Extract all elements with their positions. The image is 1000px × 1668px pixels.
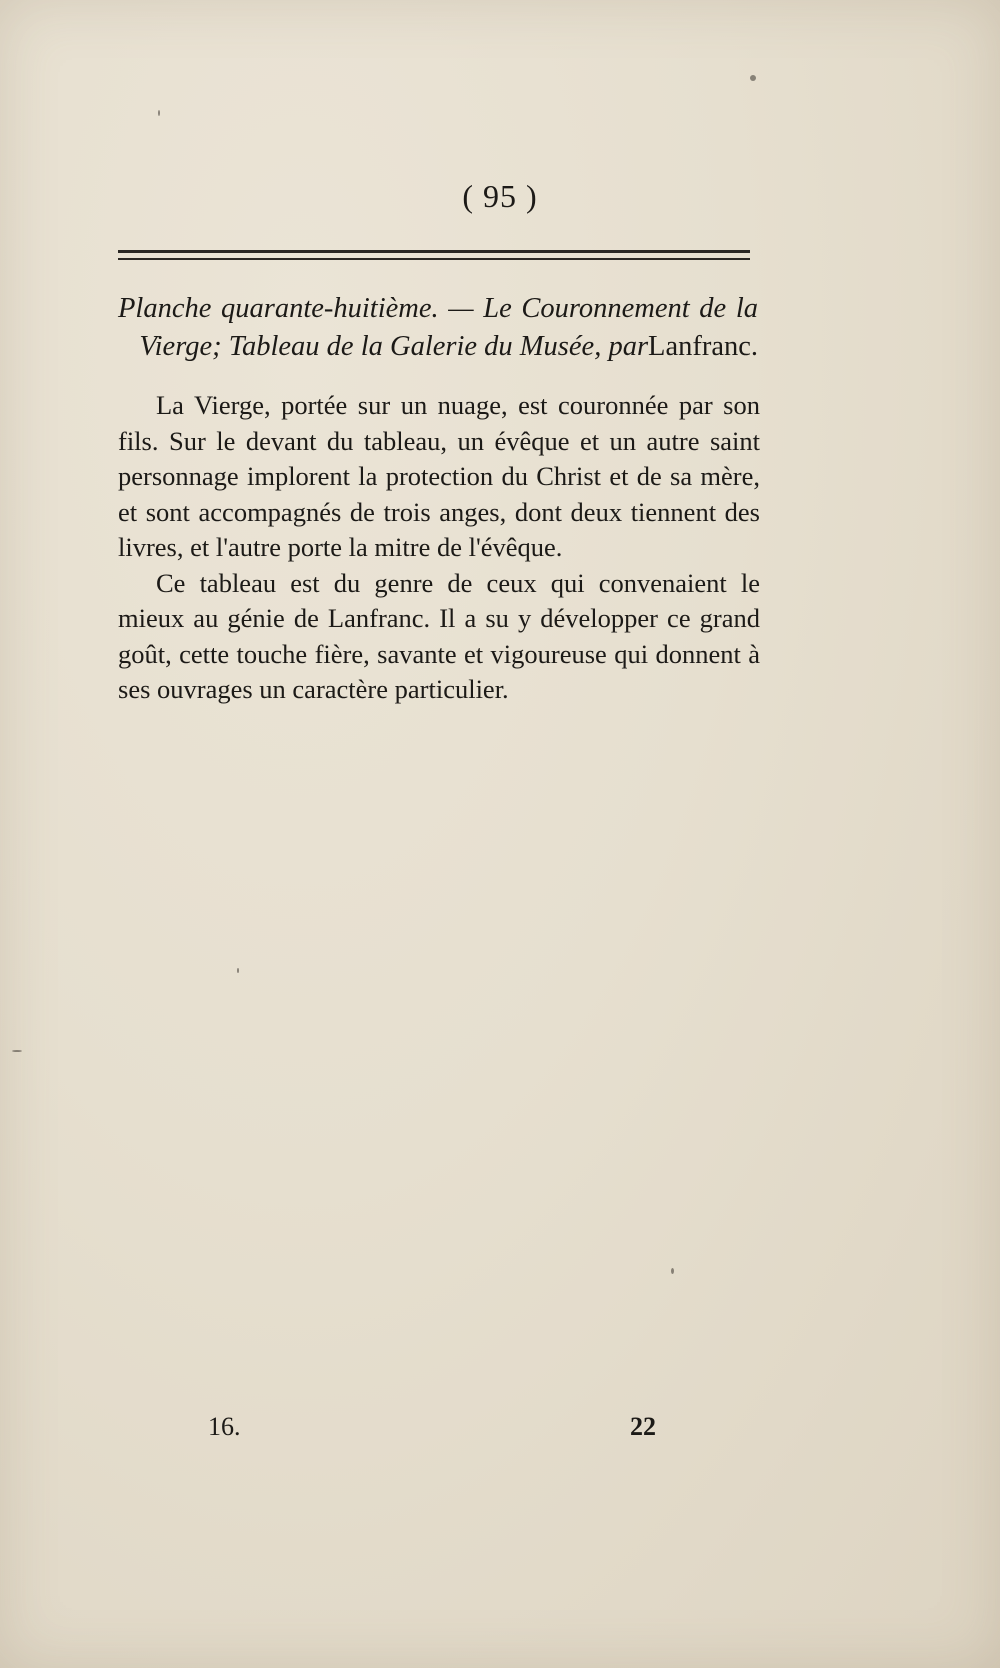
gathering-number: 22 [630, 1412, 656, 1441]
paper-speck [12, 1050, 22, 1052]
paragraph-1: La Vierge, portée sur un nuage, est couronnée par son fils. Sur le devant du tableau, un évêque et un autre saint personnage implorent la protection du Christ et de sa mère, et sont accompagnés de trois anges, dont deux tiennent des livres, et l'autre porte la mitre de l'évêque. [118, 390, 760, 562]
plate-heading [118, 290, 758, 366]
heading-line-2 [118, 328, 758, 366]
paragraph-2: Ce tableau est du genre de ceux qui convenaient le mieux au génie de Lanfranc. Il a su y développer ce grand goût, cette touche fière, savante et vigoureuse qui donnent à ses ouvrages un caractère particulier. [118, 567, 760, 704]
paper-speck [158, 110, 160, 116]
heading-line-1: Planche quarante-huitième. — Le Couronnement de la [118, 293, 758, 324]
paper-speck [237, 968, 239, 973]
header-rule-thin [118, 258, 750, 260]
heading-line-2-italic: Vierge; Tableau de la Galerie du Musée, par [139, 331, 649, 362]
paper-speck [750, 75, 756, 81]
heading-line-2-artist: Lanfranc. [648, 331, 758, 362]
paper-speck [671, 1268, 674, 1274]
page-number: ( 95 ) [462, 178, 538, 214]
body-text [118, 388, 760, 708]
signature-mark: 16. [208, 1412, 241, 1441]
header-rule-thick [118, 250, 750, 253]
